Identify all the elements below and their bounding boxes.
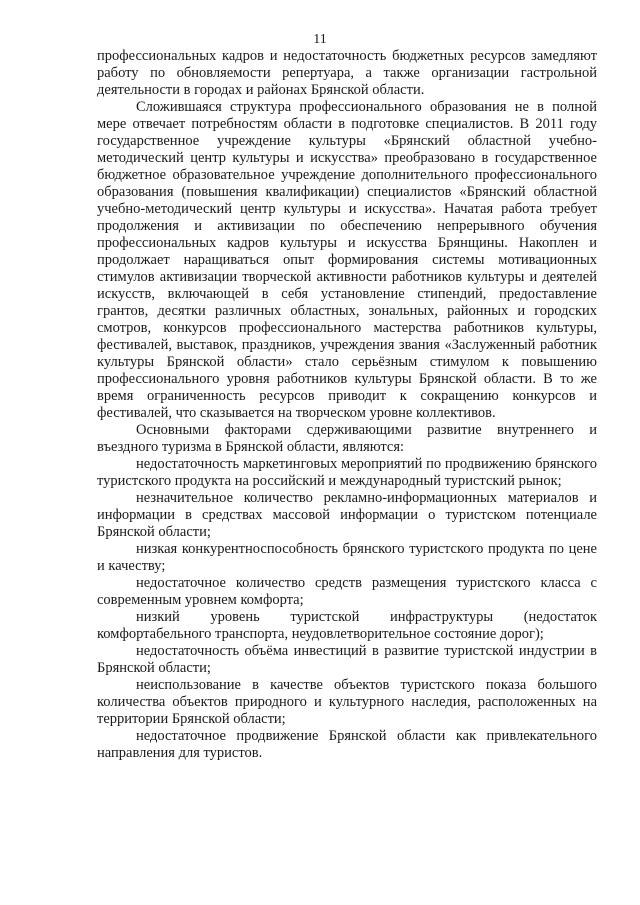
list-item: недостаточное количество средств размещения туристского класса с современным уровнем комфорта; bbox=[97, 575, 597, 608]
list-item: низкая конкурентноспособность брянского туристского продукта по цене и качеству; bbox=[97, 541, 597, 574]
list-item: неиспользование в качестве объектов туристского показа большого количества объектов природного и культурного наследия, расположенных на территории Брянской области; bbox=[97, 677, 597, 727]
list-item: недостаточное продвижение Брянской области как привлекательного направления для туристов. bbox=[97, 728, 597, 761]
document-body bbox=[97, 48, 597, 762]
list-item: недостаточность объёма инвестиций в развитие туристской индустрии в Брянской области; bbox=[97, 643, 597, 676]
paragraph: Сложившаяся структура профессионального образования не в полной мере отвечает потребностям области в подготовке специалистов. В 2011 году государственное учреждение культуры «Брянский областной учебно-методический центр культуры и искусства» преобразовано в государственное бюджетное образовательное учреждение дополнительного профессионального образования (повышения квалификации) специалистов «Брянский областной учебно-методический центр культуры и искусства». Начатая работа требует продолжения и активизации по обеспечению непрерывного обучения профессиональных кадров культуры и искусства Брянщины. Накоплен и продолжает наращиваться опыт формирования системы мотивационных стимулов активизации творческой активности работников культуры и деятелей искусств, включающей в себя установление стипендий, предоставление грантов, десятки различных областных, зональных, районных и городских смотров, конкурсов профессионального мастерства работников культуры, фестивалей, выставок, праздников, учреждения звания «Заслуженный работник культуры Брянской области» стало серьёзным стимулом к повышению профессионального уровня работников культуры Брянской области. В то же время ограниченность ресурсов приводит к сокращению конкурсов и фестивалей, что сказывается на творческом уровне коллективов. bbox=[97, 99, 597, 421]
list-item: недостаточность маркетинговых мероприятий по продвижению брянского туристского продукта на российский и международный туристский рынок; bbox=[97, 456, 597, 489]
list-item: низкий уровень туристской инфраструктуры (недостаток комфортабельного транспорта, неудовлетворительное состояние дорог); bbox=[97, 609, 597, 642]
paragraph: Основными факторами сдерживающими развитие внутреннего и въездного туризма в Брянской области, являются: bbox=[97, 422, 597, 455]
list-item: незначительное количество рекламно-информационных материалов и информации в средствах массовой информации о туристском потенциале Брянской области; bbox=[97, 490, 597, 540]
page-number: 11 bbox=[313, 32, 327, 47]
paragraph: профессиональных кадров и недостаточность бюджетных ресурсов замедляют работу по обновляемости репертуара, а также организации гастрольной деятельности в городах и районах Брянской области. bbox=[97, 48, 597, 98]
